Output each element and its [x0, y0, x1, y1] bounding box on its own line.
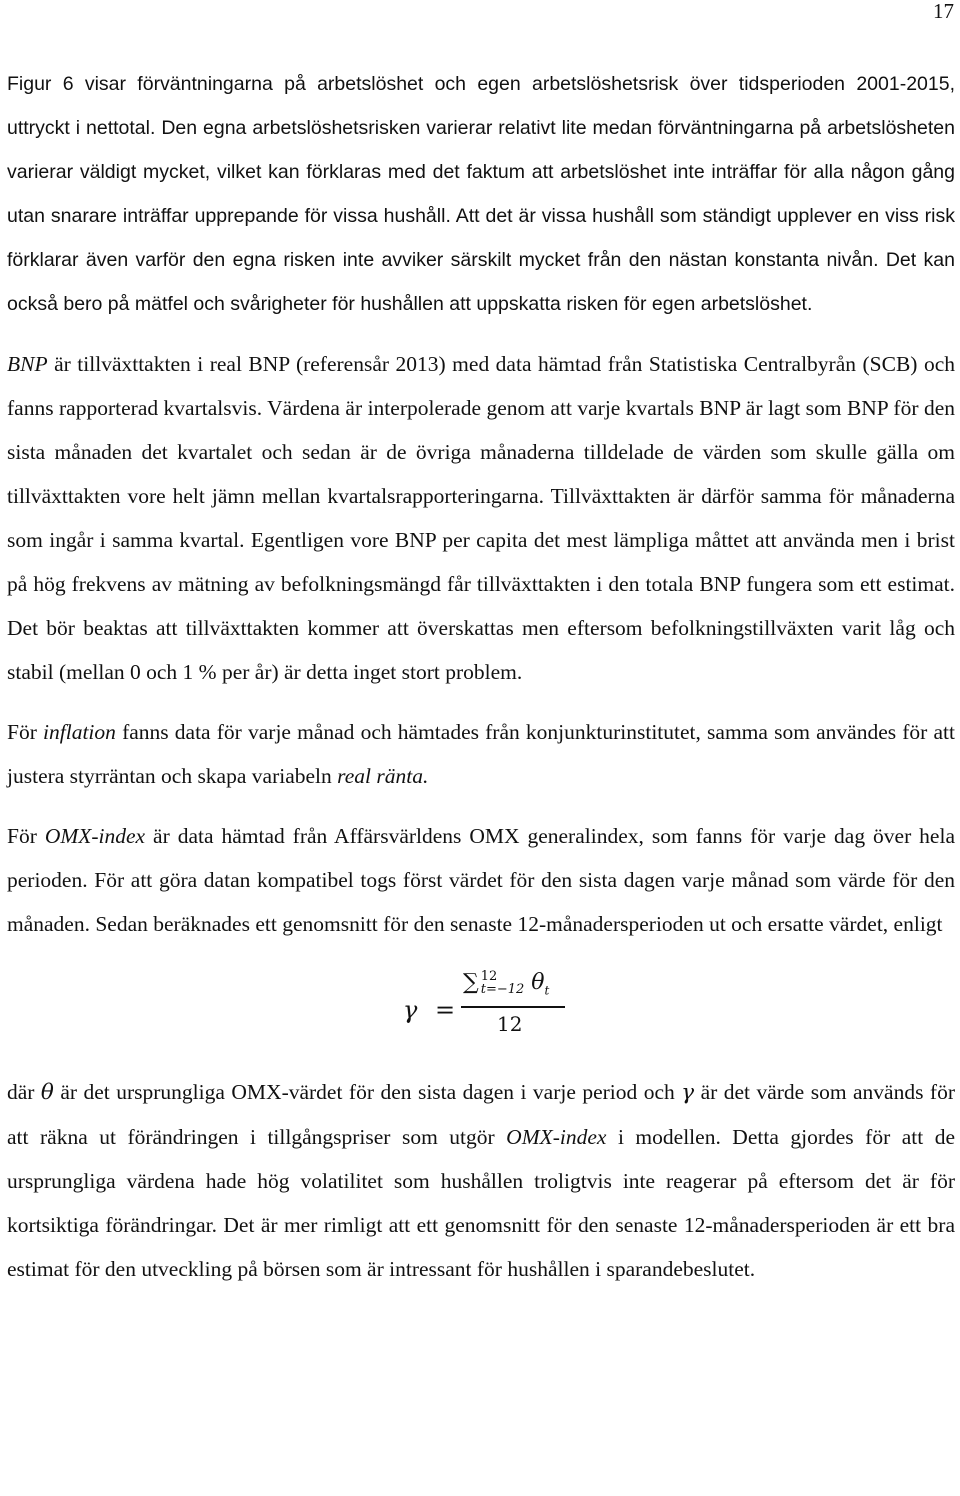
- sum-symbol: ∑: [463, 970, 479, 995]
- formula-numerator: [463, 970, 549, 997]
- page-number: 17: [933, 0, 954, 23]
- term-real-ranta: real ränta.: [337, 764, 429, 788]
- formula-equals: =: [435, 996, 456, 1024]
- paragraph-where-text-c: är det värde som används för att räkna ut förändringen i tillgångspriser som utgör: [7, 1080, 955, 1149]
- sum-upper: 12: [480, 969, 498, 984]
- sum-lower: t=−12: [480, 982, 525, 997]
- formula-lhs: γ: [403, 996, 418, 1024]
- document-body: [7, 62, 955, 1307]
- paragraph-omx-text-a: För: [7, 824, 45, 848]
- paragraph-figure-6: Figur 6 visar förväntningarna på arbetslöshet och egen arbetslöshetsrisk över tidsperioden 2001-2015, uttryckt i nettotal. Den egna arbetslöshetsrisken varierar relativt lite medan förväntningarna på arbetslösheten varierar väldigt mycket, vilket kan förklaras med det faktum att arbetslöshet inte inträffar för alla någon gång utan snarare inträffar upprepande för vissa hushåll. Att det är vissa hushåll som ständigt upplever en viss risk förklarar även varför den egna risken inte avviker särskilt mycket från den nästan konstanta nivån. Det kan också bero på mätfel och svårigheter för hushållen att uppskatta risken för egen arbetslöshet.: [7, 73, 955, 315]
- gamma-symbol: γ: [681, 1080, 695, 1105]
- formula-gamma: [7, 970, 955, 1062]
- paragraph-where-text-d: i modellen. Detta gjordes för att de ursprungliga värdena hade hög volatilitet som hushållen troligtvis inte reagerar på eftersom det är för kortsiktiga förändringar. Det är mer rimligt att ett genomsnitt för den senaste 12-månadersperioden är ett bra estimat för den utveckling på börsen som är intressant för hushållen i sparandebeslutet.: [7, 1125, 955, 1281]
- formula-theta-sub: t: [544, 983, 550, 998]
- term-bnp: BNP: [7, 352, 48, 376]
- term-inflation: inflation: [43, 720, 116, 744]
- theta-symbol: θ: [40, 1080, 54, 1105]
- paragraph-inflation: [7, 710, 955, 798]
- paragraph-where: [7, 1070, 955, 1291]
- paragraph-where-text-a: där: [7, 1080, 41, 1104]
- term-omx-index: OMX-index: [44, 824, 146, 848]
- fraction-bar: [461, 1006, 565, 1008]
- paragraph-where-text-b: är det ursprungliga OMX-värdet för den sista dagen i varje period och: [53, 1080, 682, 1104]
- sum-limits: [481, 970, 525, 996]
- paragraph-omx: [7, 814, 955, 946]
- formula-denominator: 12: [497, 1012, 523, 1036]
- paragraph-bnp-text: är tillväxttakten i real BNP (referensår 2013) med data hämtad från Statistiska Centralbyrån (SCB) och fanns rapporterad kvartalsvis. Värdena är interpolerade genom att varje kvartals BNP är lagt som BNP för den sista månaden det kvartalet och sedan är de övriga månaderna tilldelade de värden som skulle gälla om tillväxttakten vore helt jämn mellan kvartalsrapporteringarna. Tillväxttakten är därför samma för månaderna som ingår i samma kvartal. Egentligen vore BNP per capita det mest lämpliga måttet att använda men i brist på hög frekvens av mätning av befolkningsmängd får tillväxttakten i den totala BNP fungera som ett estimat. Det bör beaktas att tillväxttakten kommer att överskattas men eftersom befolkningstillväxten varit låg och stabil (mellan 0 och 1 % per år) är detta inget stort problem.: [7, 352, 955, 684]
- paragraph-inflation-text-a: För: [7, 720, 44, 744]
- paragraph-omx-text-b: är data hämtad från Affärsvärldens OMX generalindex, som fanns för varje dag över hela perioden. För att göra datan kompatibel togs först värdet för den sista dagen varje månad som värde för den månaden. Sedan beräknades ett genomsnitt för den senaste 12-månadersperioden ut och ersatte värdet, enligt: [7, 824, 955, 936]
- paragraph-bnp: [7, 342, 955, 694]
- paragraph-inflation-text-b: fanns data för varje månad och hämtades från konjunkturinstitutet, samma som användes för att justera styrräntan och skapa variabeln: [7, 720, 955, 788]
- formula-theta: θ: [531, 970, 545, 995]
- term-omx-index-2: OMX-index: [506, 1125, 607, 1149]
